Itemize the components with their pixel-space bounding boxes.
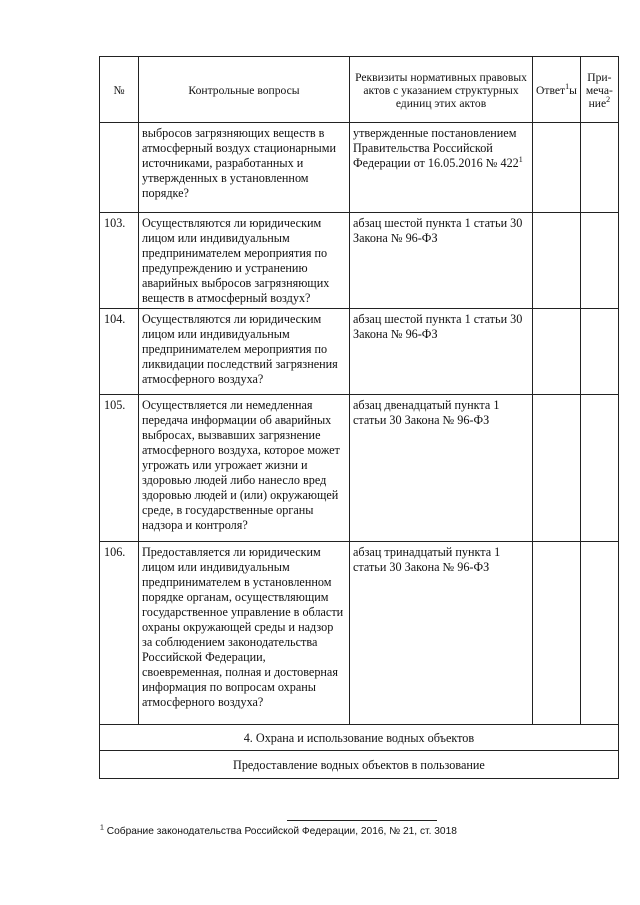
row-reference: абзац шестой пункта 1 статьи 30 Закона № 96-ФЗ bbox=[350, 213, 533, 309]
row-note bbox=[580, 309, 618, 395]
row-reference-text: утвержденные постановлением Правительства Российской Федерации от 16.05.2016 № 422 bbox=[353, 126, 519, 170]
row-question: выбросов загрязняющих веществ в атмосферный воздух стационарными источниками, разработанных и утвержденных в установленном порядке? bbox=[139, 123, 350, 213]
row-number: 105. bbox=[100, 395, 139, 542]
subsection-row bbox=[100, 751, 619, 779]
row-question: Осуществляются ли юридическим лицом или индивидуальным предпринимателем мероприятия по предупреждению и устранению аварийных выбросов загрязняющих веществ в атмосферный воздух? bbox=[139, 213, 350, 309]
footnote bbox=[100, 826, 457, 837]
row-question: Предоставляется ли юридическим лицом или индивидуальным предпринимателем в установленном порядке органам, осуществляющим государственное управление в области охраны окружающей среды и надзор за соблюдением законодательства Российской Федерации, своевременная, полная и достоверная информация по вопросам охраны атмосферного воздуха? bbox=[139, 542, 350, 725]
footnote-mark: 1 bbox=[100, 824, 104, 832]
row-reference: абзац двенадцатый пункта 1 статьи 30 Закона № 96-ФЗ bbox=[350, 395, 533, 542]
table-row bbox=[100, 542, 619, 725]
header-answer-tail: ы bbox=[569, 83, 577, 97]
row-question: Осуществляется ли немедленная передача информации об аварийных выбросах, вызвавших загрязнение атмосферного воздуха, которое может угрожать или угрожает жизни и здоровью людей либо нанесло вред здоровью людей и (или) окружающей среде, в государственные органы надзора и контроля? bbox=[139, 395, 350, 542]
header-answer-footnote: 1 bbox=[565, 81, 570, 91]
row-number: 106. bbox=[100, 542, 139, 725]
row-number: 103. bbox=[100, 213, 139, 309]
row-answer bbox=[533, 213, 581, 309]
control-questions-table bbox=[99, 56, 619, 779]
row-answer bbox=[533, 542, 581, 725]
section-heading: 4. Охрана и использование водных объектов bbox=[100, 725, 619, 751]
footnote-separator bbox=[287, 820, 437, 821]
table-row bbox=[100, 123, 619, 213]
row-question: Осуществляются ли юридическим лицом или индивидуальным предпринимателем мероприятия по ликвидации последствий загрязнения атмосферного воздуха? bbox=[139, 309, 350, 395]
header-answer bbox=[533, 57, 581, 123]
header-note-text: При-меча-ние bbox=[585, 70, 613, 110]
header-answer-text: Ответ bbox=[536, 83, 566, 97]
row-answer bbox=[533, 123, 581, 213]
table-row bbox=[100, 213, 619, 309]
header-requisites: Реквизиты нормативных правовых актов с указанием структурных единиц этих актов bbox=[350, 57, 533, 123]
row-note bbox=[580, 123, 618, 213]
subsection-heading: Предоставление водных объектов в пользование bbox=[100, 751, 619, 779]
section-row bbox=[100, 725, 619, 751]
row-answer bbox=[533, 309, 581, 395]
header-note bbox=[580, 57, 618, 123]
table-header-row bbox=[100, 57, 619, 123]
row-reference bbox=[350, 123, 533, 213]
table-row bbox=[100, 395, 619, 542]
row-note bbox=[580, 213, 618, 309]
row-answer bbox=[533, 395, 581, 542]
row-note bbox=[580, 395, 618, 542]
header-note-footnote: 2 bbox=[606, 94, 611, 104]
footnote-text: Собрание законодательства Российской Федерации, 2016, № 21, ст. 3018 bbox=[103, 826, 457, 837]
row-reference: абзац тринадцатый пункта 1 статьи 30 Закона № 96-ФЗ bbox=[350, 542, 533, 725]
reference-footnote-mark: 1 bbox=[518, 154, 523, 164]
table-row bbox=[100, 309, 619, 395]
header-number: № bbox=[100, 57, 139, 123]
row-note bbox=[580, 542, 618, 725]
row-number: 104. bbox=[100, 309, 139, 395]
header-questions: Контрольные вопросы bbox=[139, 57, 350, 123]
row-reference: абзац шестой пункта 1 статьи 30 Закона № 96-ФЗ bbox=[350, 309, 533, 395]
row-number bbox=[100, 123, 139, 213]
